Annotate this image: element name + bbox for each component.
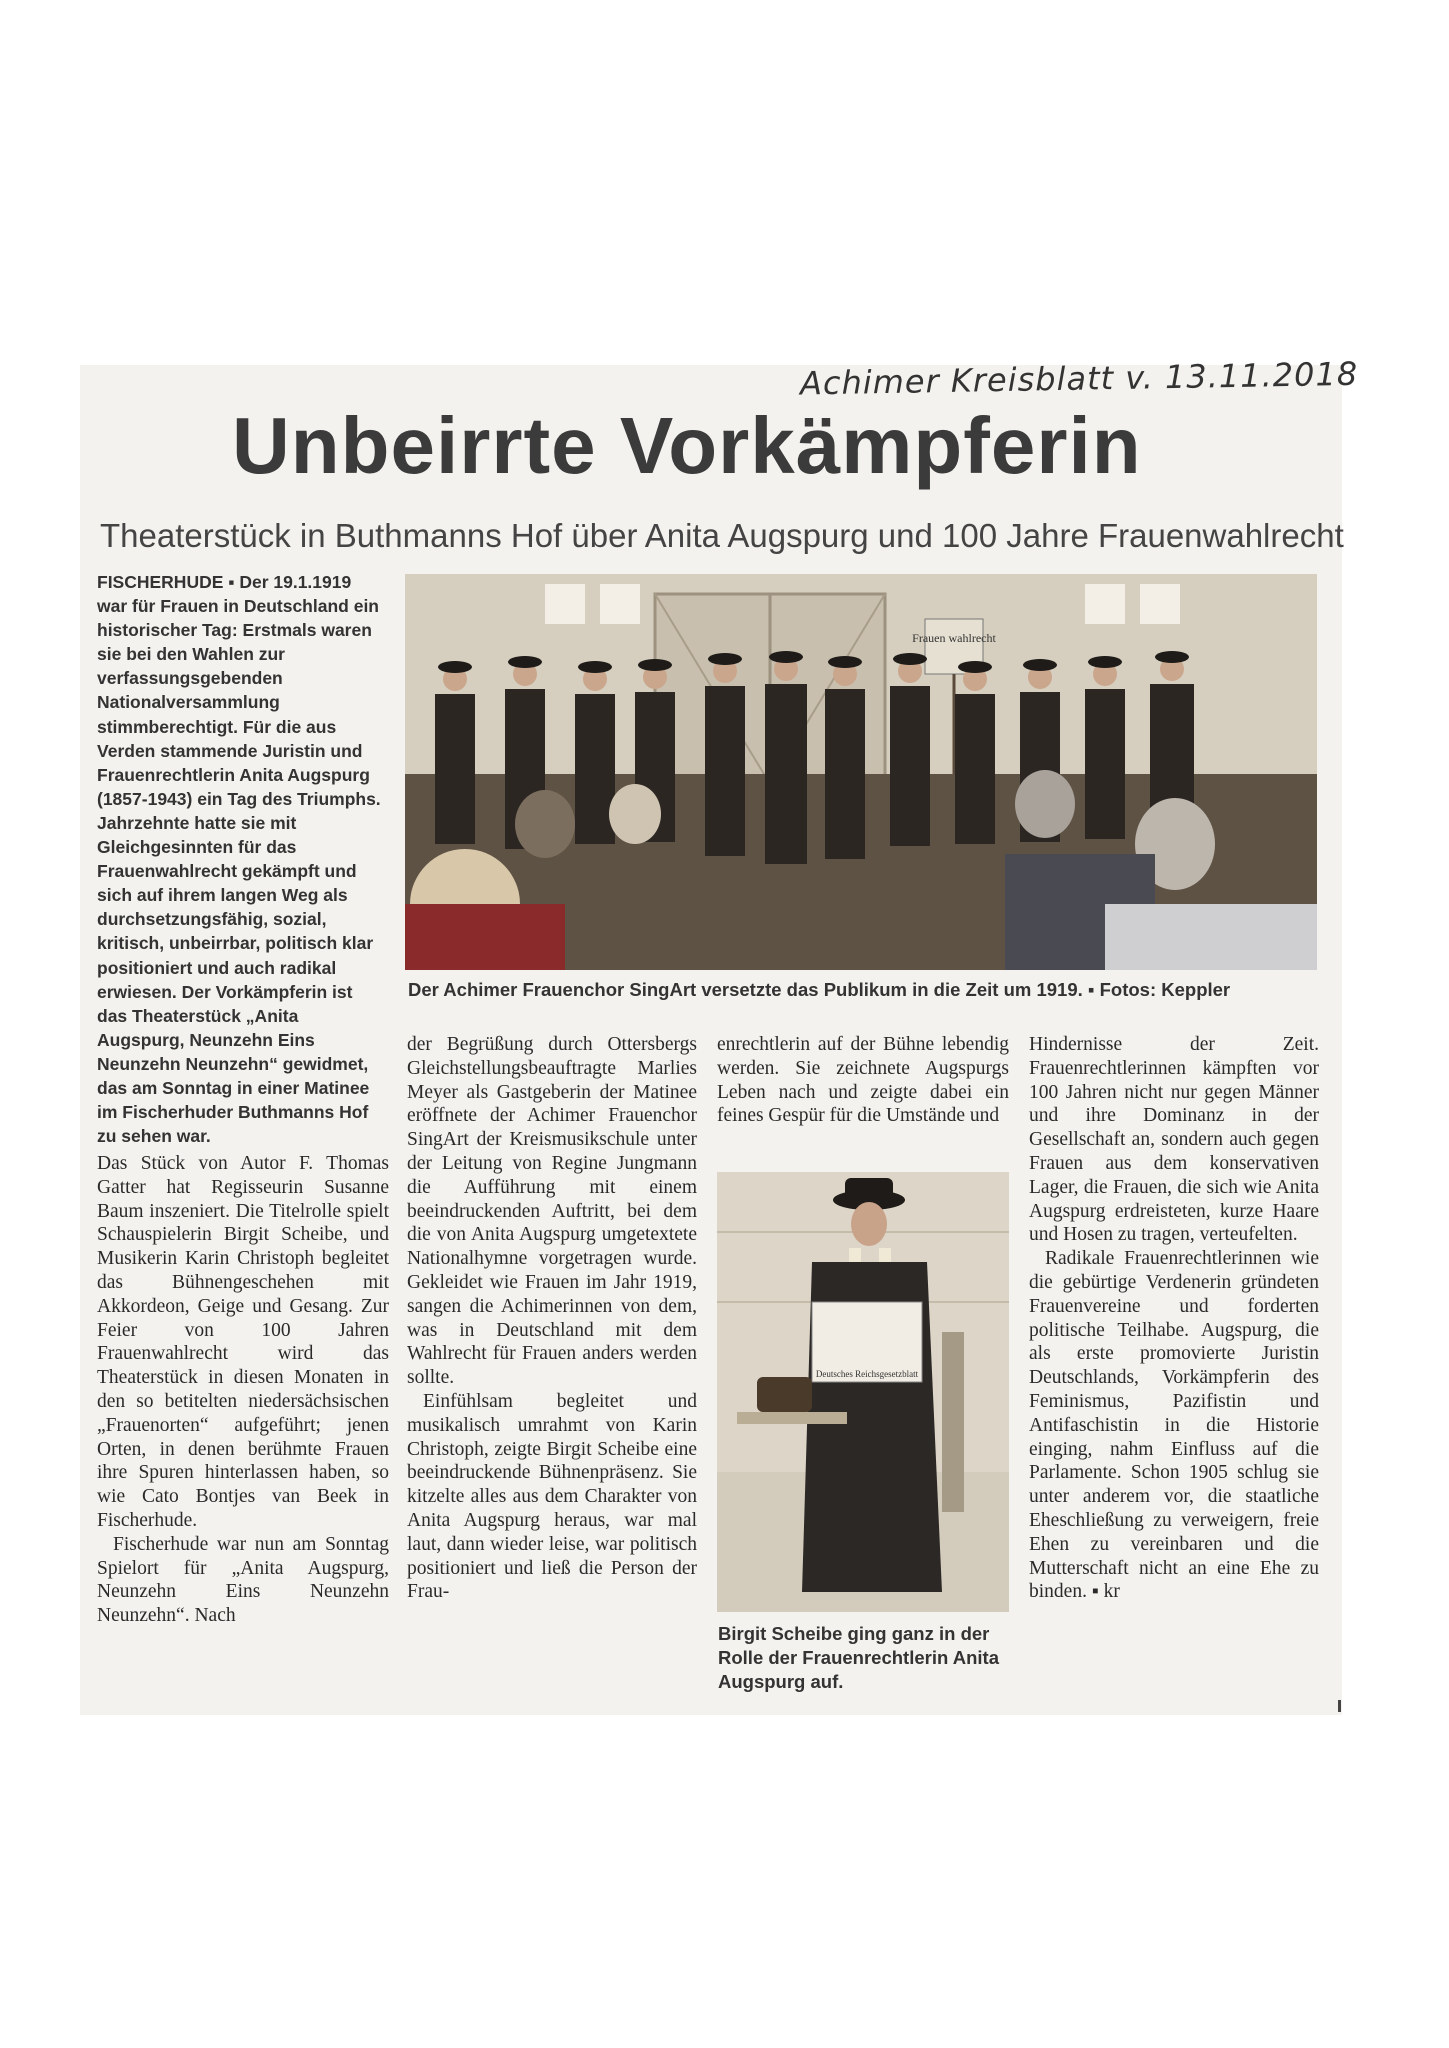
col2-paragraph-1: der Begrüßung durch Ottersbergs Gleichstellungsbeauftragte Marlies Meyer als Gastgeberin der Matinee eröffnete der Achimer Frauenchor SingArt der Kreismusikschule unter der Leitung von Regine Jungmann die Aufführung mit einem beeindruckenden Auftritt, bei dem die von Anita Augspurg umgetextete Nationalhymne vorgetragen wurde. Gekleidet wie Frauen im Jahr 1919, sangen die Achimerinnen von dem, was in Deutschland mit dem Wahlrecht für Frauen anders werden sollte.: [407, 1034, 697, 1389]
article-column-3: [717, 1033, 1009, 1128]
sign-label: Frauen wahlrecht: [912, 631, 996, 645]
article-column-4: [1029, 1033, 1319, 1604]
choir-photo: [405, 574, 1317, 970]
subheadline: Theaterstück in Buthmanns Hof über Anita Augspurg und 100 Jahre Frauenwahlrecht: [100, 517, 1344, 554]
scan-mark: [1338, 1700, 1341, 1712]
handwritten-source-note: Achimer Kreisblatt v. 13.11.2018: [799, 354, 1359, 403]
article-column-1: [97, 1152, 389, 1628]
headline: Unbeirrte Vorkämpferin: [232, 401, 1142, 490]
choir-photo-illustration: [405, 574, 1317, 970]
col4-paragraph-1: Hindernisse der Zeit. Frauenrechtlerinnen kämpften vor 100 Jahren nicht nur gegen Männer und ihre Dominanz in der Gesellschaft an, sondern auch gegen Frauen aus dem konservativen Lager, die Frauen, die sich wie Anita Augspurg erdreisteten, kurze Haare und Hosen zu tragen, verteufelten.: [1029, 1034, 1319, 1246]
col2-paragraph-2: Einfühlsam begleitet und musikalisch umrahmt von Karin Christoph, zeigte Birgit Scheibe eine beeindruckende Bühnenpräsenz. Sie kitzelte alles aus dem Charakter von Anita Augspurg heraus, war mal laut, dann wieder leise, war politisch positioniert und ließ die Person der Frau-: [407, 1390, 697, 1603]
col4-paragraph-2: Radikale Frauenrechtlerinnen wie die gebürtige Verdenerin gründeten Frauenvereine und forderten politische Teilhabe. Augspurg, die als erste promovierte Juristin Deutschlands, Vorkämpferin des Feminismus, Pazifistin und Antifaschistin in die Historie einging, nahm Einfluss auf die Parlamente. Schon 1905 schlug sie unter anderem vor, die staatliche Eheschließung zu verweigern, freie Ehen zu vereinbaren und die Mutterschaft nicht an eine Ehe zu binden. ▪ kr: [1029, 1248, 1319, 1603]
newspaper-prop-title: Deutsches Reichsgesetzblatt: [815, 1369, 919, 1379]
choir-photo-caption: Der Achimer Frauenchor SingArt versetzte das Publikum in die Zeit um 1919. ▪ Fotos: Keppler: [408, 979, 1231, 1000]
intro-paragraph: FISCHERHUDE ▪ Der 19.1.1919 war für Frauen in Deutschland ein historischer Tag: Erstmals waren sie bei den Wahlen zur verfassungsgebenden Nationalversammlung stimmberechtigt. Für die aus Verden stammende Juristin und Frauenrechtlerin Anita Augspurg (1857-1943) ein Tag des Triumphs. Jahrzehnte hatte sie mit Gleichgesinnten für das Frauenwahlrecht gekämpft und sich auf ihrem langen Weg als durchsetzungsfähig, sozial, kritisch, unbeirrbar, politisch klar positioniert und auch radikal erwiesen. Der Vorkämpferin ist das Theaterstück „Anita Augspurg, Neunzehn Eins Neunzehn Neunzehn“ gewidmet, das am Sonntag in einer Matinee im Fischerhuder Buthmanns Hof zu sehen war.: [97, 572, 381, 1147]
col3-paragraph-1: enrechtlerin auf der Bühne lebendig werden. Sie zeichnete Augspurgs Leben nach und zeigte dabei ein feines Gespür für die Umstände und: [717, 1034, 1009, 1127]
actress-photo-caption: Birgit Scheibe ging ganz in der Rolle der Frauenrechtlerin Anita Augspurg auf.: [718, 1623, 999, 1692]
actress-photo: [717, 1172, 1009, 1612]
col1-paragraph-1: Das Stück von Autor F. Thomas Gatter hat Regisseurin Susanne Baum inszeniert. Die Titelrolle spielt Schauspielerin Birgit Scheibe, und Musikerin Karin Christoph begleitet das Bühnengeschehen mit Akkordeon, Geige und Gesang. Zur Feier von 100 Jahren Frauenwahlrecht wird das Theaterstück in diesen Monaten in den so betitelten niedersächsischen „Frauenorten“ aufgeführt; jenen Orten, in denen berühmte Frauen ihre Spuren hinterlassen haben, so wie Cato Bontjes van Beek in Fischerhude.: [97, 1153, 389, 1531]
article-column-2: [407, 1033, 697, 1604]
col1-paragraph-2: Fischerhude war nun am Sonntag Spielort für „Anita Augspurg, Neunzehn Eins Neunzehn Neunzehn“. Nach: [97, 1533, 389, 1627]
actress-photo-illustration: [717, 1172, 1009, 1612]
